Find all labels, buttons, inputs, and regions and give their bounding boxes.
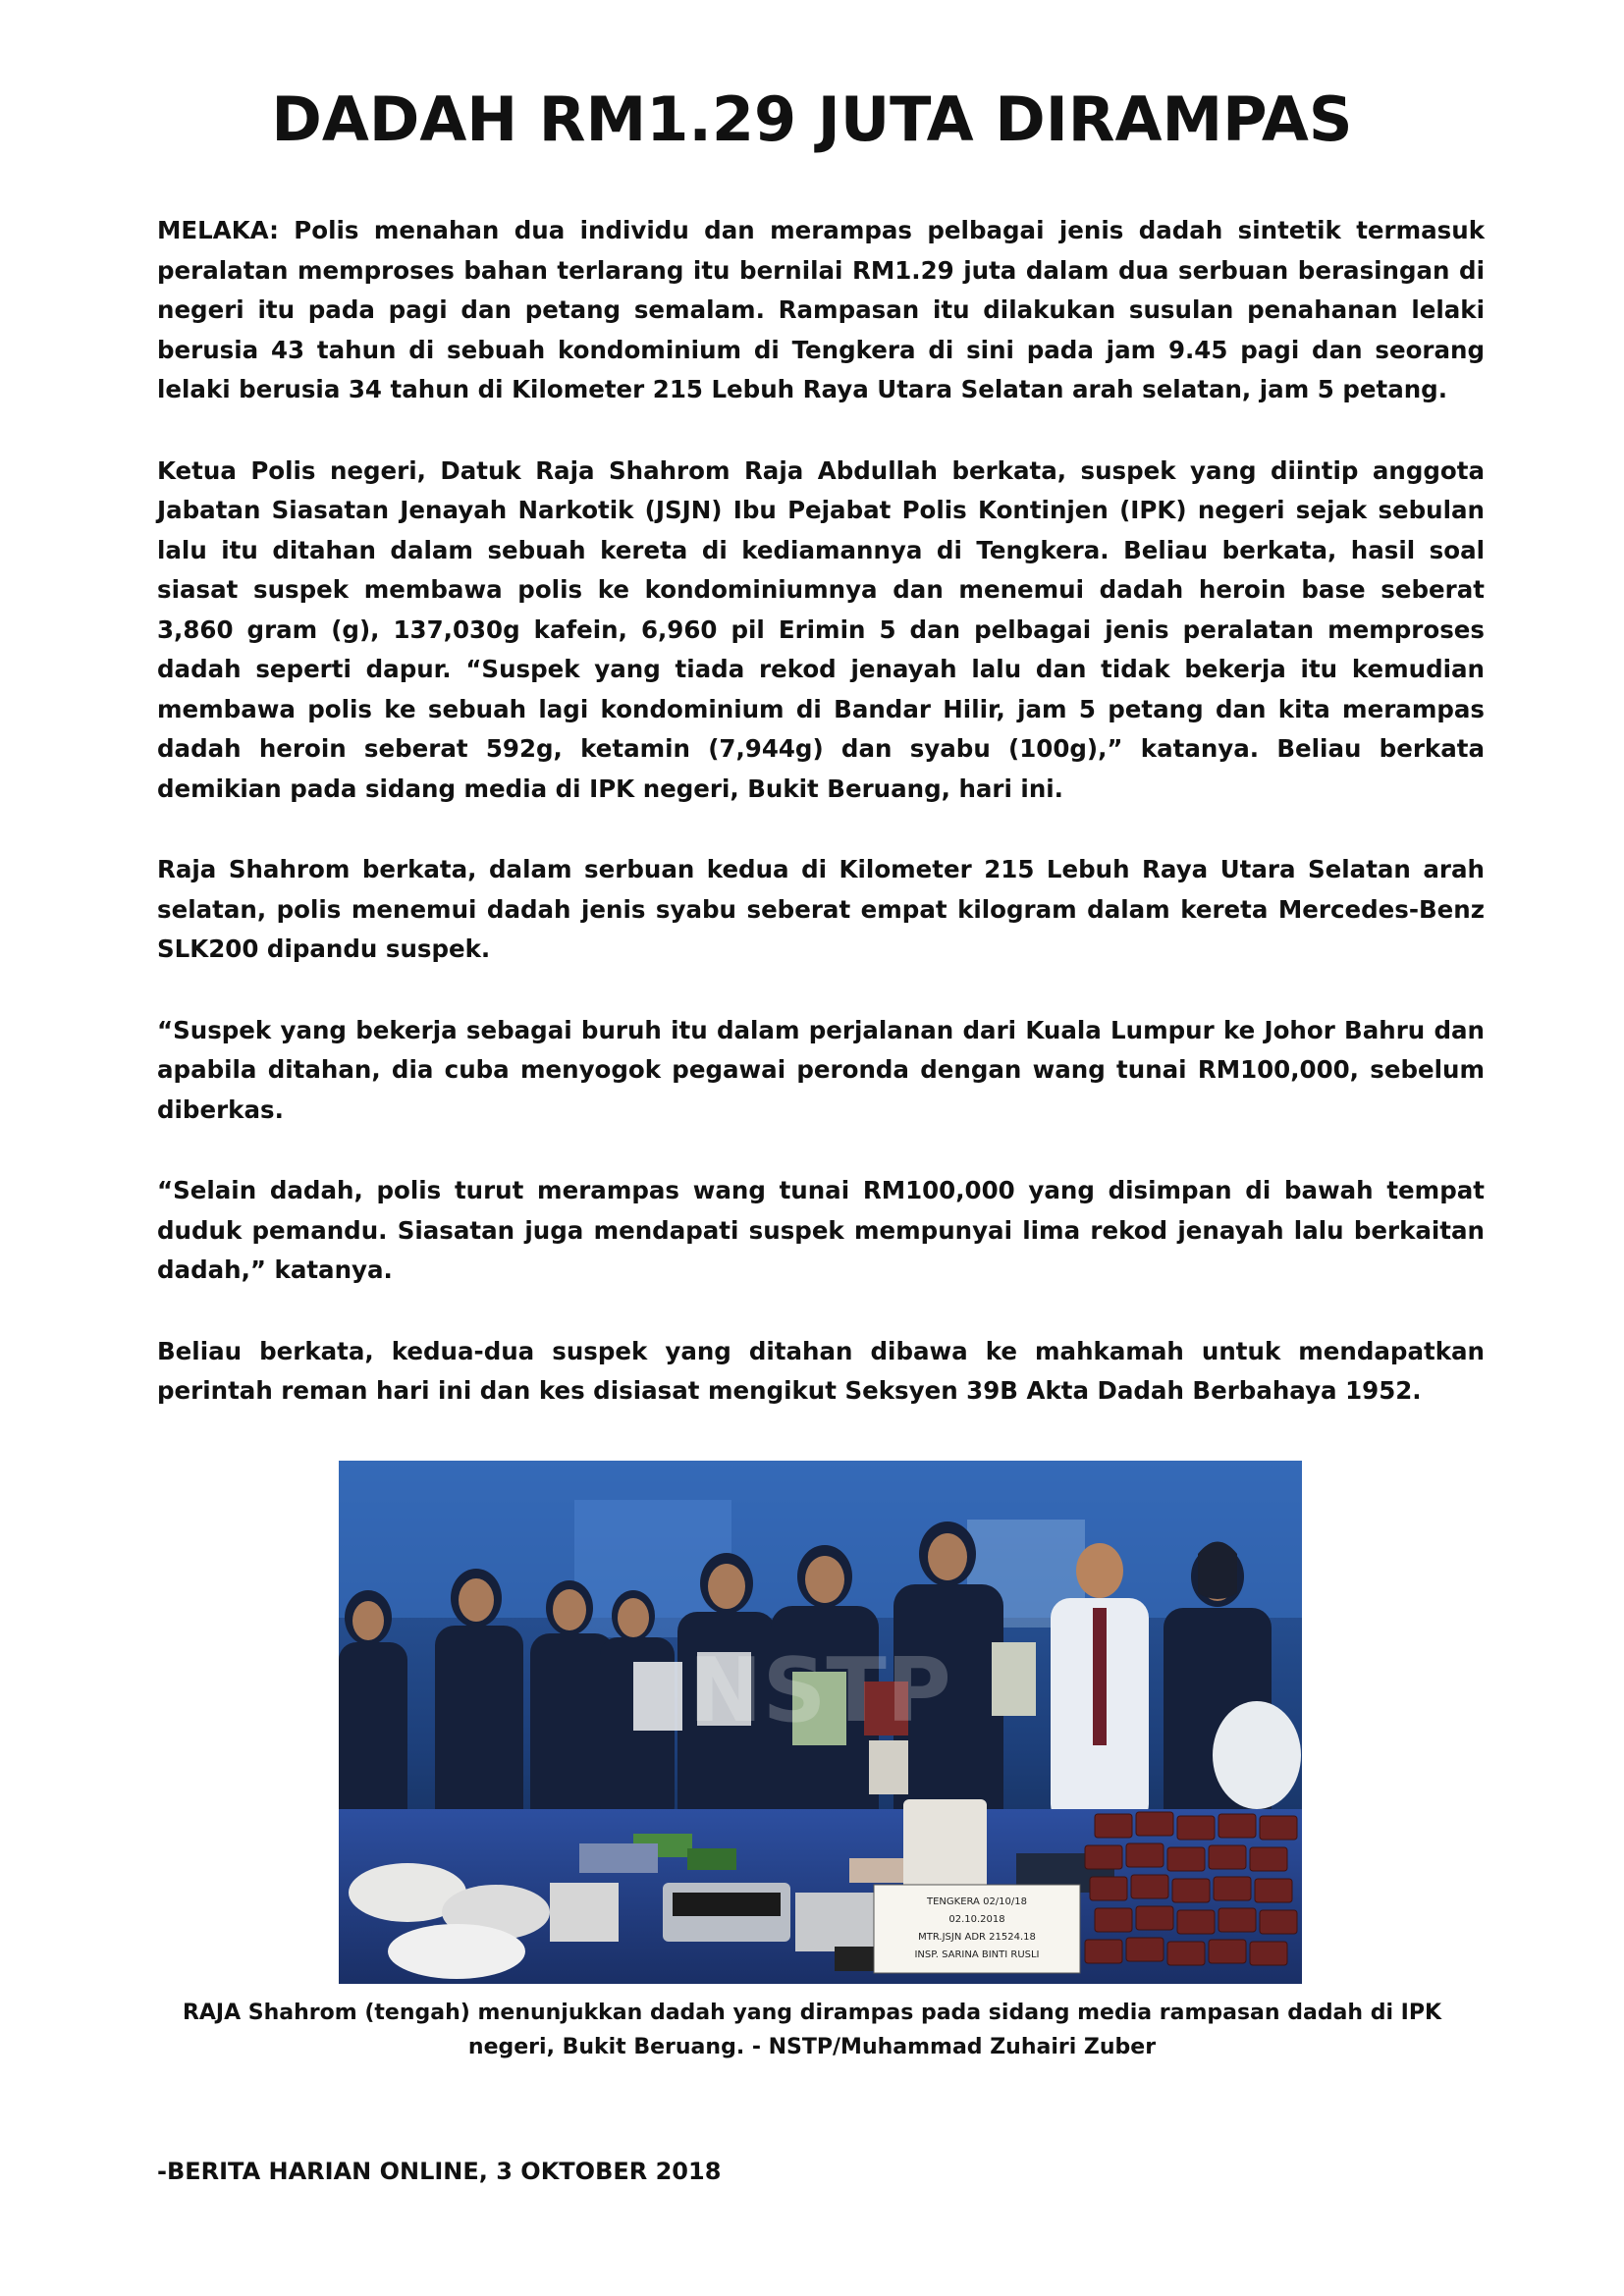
source-credit: -BERITA HARIAN ONLINE, 3 OKTOBER 2018: [157, 2158, 722, 2185]
article-body: [157, 211, 1485, 1453]
paragraph: “Suspek yang bekerja sebagai buruh itu dalam perjalanan dari Kuala Lumpur ke Johor Bahru dan apabila ditahan, dia cuba menyogok pegawai peronda dengan wang tunai RM100,000, sebelum diberkas.: [157, 1015, 1485, 1124]
paragraph: Ketua Polis negeri, Datuk Raja Shahrom Raja Abdullah berkata, suspek yang diintip anggota Jabatan Siasatan Jenayah Narkotik (JSJN) Ibu Pejabat Polis Kontinjen (IPK) negeri sejak sebulan lalu itu ditahan dalam sebuah kereta di kediamannya di Tengkera. Beliau berkata, hasil soal siasat suspek membawa polis ke kondominiumnya dan menemui dadah heroin base seberat 3,860 gram (g), 137,030g kafein, 6,960 pil Erimin 5 dan pelbagai jenis peralatan memproses dadah seperti dapur. “Suspek yang tiada rekod jenayah lalu dan tidak bekerja itu kemudian membawa polis ke sebuah lagi kondominium di Bandar Hilir, jam 5 petang dan kita merampas dadah heroin seberat 592g, ketamin (7,944g) dan syabu (100g),” katanya. Beliau berkata demikian pada sidang media di IPK negeri, Bukit Beruang, hari ini.: [157, 455, 1485, 803]
article-title: DADAH RM1.29 JUTA DIRAMPAS: [271, 83, 1353, 155]
paragraph: “Selain dadah, polis turut merampas wang tunai RM100,000 yang disimpan di bawah tempat duduk pemandu. Siasatan juga mendapati suspek mempunyai lima rekod jenayah lalu berkaitan dadah,” katanya.: [157, 1176, 1485, 1284]
evidence-tag-line: 02.10.2018: [948, 1914, 1005, 1925]
evidence-tag-line: INSP. SARINA BINTI RUSLI: [914, 1949, 1040, 1960]
paragraph: Raja Shahrom berkata, dalam serbuan kedua di Kilometer 215 Lebuh Raya Utara Selatan arah selatan, polis menemui dadah jenis syabu seberat empat kilogram dalam kereta Mercedes-Benz SLK200 dipandu suspek.: [157, 855, 1485, 963]
evidence-tag-line: MTR.JSJN ADR 21524.18: [918, 1932, 1036, 1943]
photo-watermark: NSTP: [688, 1639, 951, 1742]
press-conference-photo: [339, 1461, 1302, 1984]
evidence-tag-line: TENGKERA 02/10/18: [926, 1896, 1028, 1907]
paragraph: MELAKA: Polis menahan dua individu dan merampas pelbagai jenis dadah sintetik termasuk peralatan memproses bahan terlarang itu bernilai RM1.29 juta dalam dua serbuan berasingan di negeri itu pada pagi dan petang semalam. Rampasan itu dilakukan susulan penahanan lelaki berusia 43 tahun di sebuah kondominium di Tengkera di sini pada jam 9.45 pagi dan seorang lelaki berusia 34 tahun di Kilometer 215 Lebuh Raya Utara Selatan arah selatan, jam 5 petang.: [157, 216, 1485, 403]
paragraph: Beliau berkata, kedua-dua suspek yang ditahan dibawa ke mahkamah untuk mendapatkan perintah reman hari ini dan kes disiasat mengikut Seksyen 39B Akta Dadah Berbahaya 1952.: [157, 1336, 1485, 1405]
photo-caption: RAJA Shahrom (tengah) menunjukkan dadah yang dirampas pada sidang media rampasan dadah di IPK negeri, Bukit Beruang. - NSTP/Muhammad Zuhairi Zuber: [182, 2001, 1442, 2059]
